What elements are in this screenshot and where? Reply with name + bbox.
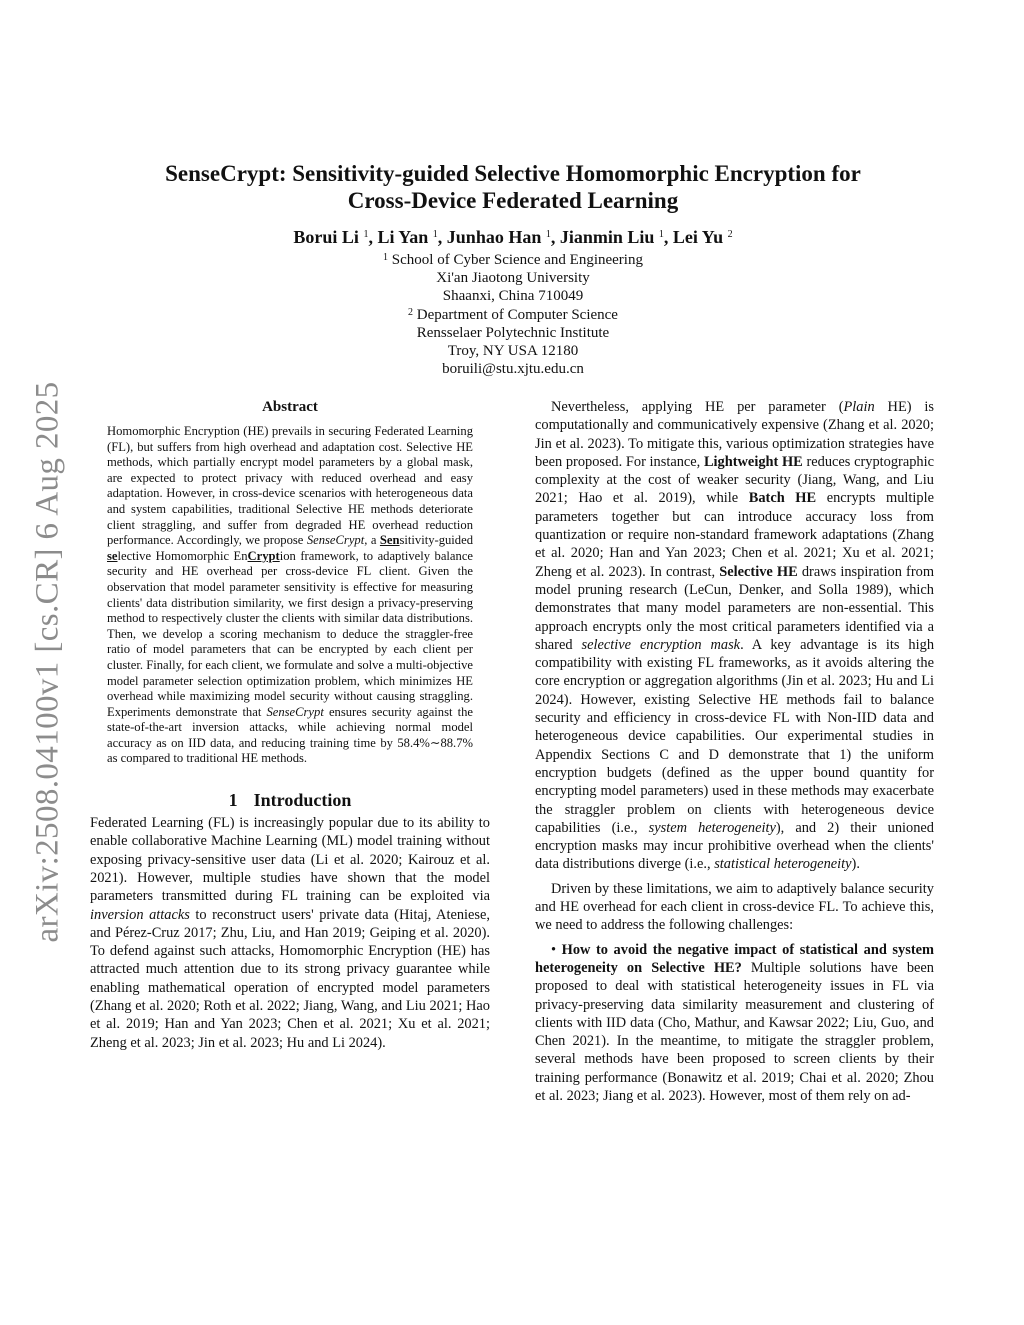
method-term: Selective HE: [719, 563, 798, 580]
abstract-heading: Abstract: [262, 399, 318, 415]
affiliations: [90, 251, 936, 378]
right-column: [535, 398, 934, 1105]
emphasis-term: selective encryption mask: [581, 636, 741, 653]
affiliation-1-line-1: [90, 251, 936, 269]
body-text: ), and 2) their unioned encryption masks may incur prohibitive overhead when the clients' data distributions diverge (i.e.,: [535, 819, 935, 873]
abstract-text: ion framework, to adaptively balance security and HE overhead per cross-device FL client. Given the observation that model parameter sensitivity is effective for measuring clients' data distribution similarity, we first design a privacy-preserving method to respectively cluster the clients with similar data distributions. Then, we develop a scoring mechanism to deduce the straggler-free ratio of model parameters that can be encrypted by each client per cluster. Finally, for each client, we formulate and solve a multi-objective model parameter selection optimization problem, which minimizes HE overhead while maximizing model security without causing straggling. Experiments demonstrate that: [107, 548, 473, 719]
body-text: Multiple solutions have been proposed to deal with statistical heterogeneity issues in FL via privacy-preserving data similarity measurement and clustering of clients with IID data (Cho, Mathur, and Kawsar 2022; Liu, Guo, and Chen 2021). In the meantime, to mitigate the straggler problem, several methods have been proposed to screen clients by their training performance (Bonawitz et al. 2019; Chai et al. 2020; Zhou et al. 2023; Jiang et al. 2023). However, most of them rely on ad-: [535, 959, 934, 1104]
affiliation-2-line-1: [90, 306, 936, 324]
section-title: Introduction: [253, 790, 352, 811]
body-text: . A key advantage is its high compatibility with existing FL frameworks, as it avoids altering the core encryption or aggregation algorithms (Jin et al. 2023; Hu and Li 2024). However, existing Selective HE methods fail to balance security and efficiency in cross-device FL with Non-IID data and heterogeneous device capabilities. Our experimental studies in Appendix Sections C and D demonstrate that 1) the uniform encryption budgets (defined as the upper bound quantity for encrypting model parameters) used in these methods may exacerbate the straggler problem on clients with heterogeneous device capabilities (i.e.,: [535, 636, 935, 836]
paper-title-line-2: Cross-Device Federated Learning: [347, 188, 679, 213]
body-text: reduces cryptographic complexity at the cost of weaker security (Jiang, Wang, and Liu 2021; Hao et al. 2019), while: [535, 453, 934, 507]
affiliation-2-line-3: Troy, NY USA 12180: [447, 343, 579, 360]
emphasis-term: statistical heterogeneity: [714, 856, 852, 873]
affiliation-2-line-2: Rensselaer Polytechnic Institute: [416, 324, 610, 341]
author-affiliation-mark: 1: [363, 229, 369, 240]
emphasis-term: system heterogeneity: [648, 819, 776, 836]
left-column: [90, 398, 490, 1052]
acronym-highlight: Sen: [379, 533, 400, 548]
method-term: Batch HE: [748, 490, 817, 507]
body-text: HE) is computationally and communicatively expensive (Zhang et al. 2020; Jin et al. 2023). To mitigate this, various optimization strategies have been proposed. For instance,: [535, 399, 934, 470]
author-affiliation-mark: 1: [545, 229, 551, 240]
author-name: Junhao Han: [446, 227, 542, 247]
framework-name: SenseCrypt: [266, 704, 324, 719]
author-affiliation-mark: 2: [727, 229, 733, 240]
abstract-text: ensures security against the state-of-the-art inversion attacks, while achieving normal model accuracy as on IID data, and reducing training time by 58.4%∼88.7% as compared to traditional HE methods.: [107, 704, 473, 766]
challenge-question: How to avoid the negative impact of statistical and system heterogeneity on Selective HE?: [535, 941, 934, 976]
section-heading-introduction: [90, 789, 490, 811]
challenge-bullet-1: [535, 941, 934, 1106]
abstract-text: Homomorphic Encryption (HE) prevails in securing Federated Learning (FL), but suffers from high overhead and adaptation cost. Selective HE methods, which partially encrypt model parameters by a global mask, are expected to protect privacy with reduced overhead and easy adaptation. However, in cross-device scenarios with heterogeneous data and system capabilities, traditional Selective HE methods deteriorate client straggling, and suffer from degraded HE overhead reduction performance. Accordingly, we propose: [107, 424, 473, 548]
affiliation-text: School of Cyber Science and Engineering: [391, 252, 643, 268]
abstract-body: [107, 424, 473, 767]
intro-paragraph-2: [535, 398, 934, 874]
emphasis-term: Plain: [843, 399, 875, 415]
acronym-highlight: se: [107, 548, 118, 563]
body-text: draws inspiration from model pruning research (LeCun, Denker, and Solla 1989), which demonstrates that many model parameters are non-essential. This approach encrypts only the most critical parameters identified via a shared: [535, 563, 935, 653]
abstract-text: sitivity-guided: [399, 533, 473, 548]
intro-paragraph-3: Driven by these limitations, we aim to adaptively balance security and HE overhead for each client in cross-device FL. To achieve this, we need to address the following challenges:: [535, 880, 934, 934]
contact-email[interactable]: boruili@stu.xjtu.edu.cn: [442, 361, 584, 378]
bullet-marker: •: [551, 941, 557, 958]
author-name: Lei Yu: [672, 227, 724, 247]
author-name: Jianmin Liu: [559, 227, 655, 247]
acronym-highlight: Crypt: [247, 548, 280, 563]
body-text: ).: [851, 856, 860, 873]
paper-title: [90, 160, 936, 214]
arxiv-identifier-stamp: arXiv:2508.04100v1 [cs.CR] 6 Aug 2025: [29, 381, 66, 943]
framework-name: SenseCrypt: [306, 533, 365, 548]
author-name: Borui Li: [293, 227, 359, 247]
abstract-text: lective Homomorphic En: [117, 548, 248, 563]
affiliation-mark: 1: [383, 252, 389, 263]
paper-title-line-1: SenseCrypt: Sensitivity-guided Selective Homomorphic Encryption for: [165, 161, 861, 186]
body-text: Nevertheless, applying HE per parameter (: [551, 399, 844, 415]
abstract-text: , a: [364, 533, 380, 548]
author-affiliation-mark: 1: [658, 229, 664, 240]
author-list: Borui Li $^1$, Li Yan $^1$, Junhao Han $^1$, Jianmin Liu $^1$, Lei Yu $^2$: [293, 227, 733, 247]
emphasis-term: inversion attacks: [90, 906, 190, 923]
method-term: Lightweight HE: [703, 453, 803, 470]
body-text: Federated Learning (FL) is increasingly popular due to its ability to enable collaborative Machine Learning (ML) model training without exposing privacy-sensitive user data (Li et al. 2020; Kairouz et al. 2021). However, multiple studies have shown that the model parameters transmitted during FL training can be exploited via: [90, 815, 490, 905]
author-name: Li Yan: [377, 227, 429, 247]
body-text: to reconstruct users' private data (Hitaj, Ateniese, and Pérez-Cruz 2017; Zhu, Liu, and Han 2019; Geiping et al. 2020). To defend against such attacks, Homomorphic Encryption (HE) has attracted much attention due to its strong privacy guarantee while enabling mathematical operation of encrypted model parameters (Zhang et al. 2020; Roth et al. 2022; Jiang, Wang, and Liu 2021; Hao et al. 2019; Han and Yan 2023; Chen et al. 2021; Xu et al. 2021; Zheng et al. 2023; Jin et al. 2023; Hu and Li 2024).: [90, 906, 490, 1051]
affiliation-text: Department of Computer Science: [416, 306, 618, 323]
intro-paragraph-1: [90, 814, 490, 1052]
affiliation-mark: 2: [408, 306, 414, 318]
affiliation-1-line-2: Xi'an Jiaotong University: [436, 270, 590, 287]
body-text: encrypts multiple parameters together but can introduce accuracy loss from quantization or require non-standard framework adaptations (Zhang et al. 2020; Han and Yan 2023; Chen et al. 2021; Xu et al. 2021; Zheng et al. 2023). In contrast,: [535, 490, 934, 580]
author-affiliation-mark: 1: [432, 229, 438, 240]
affiliation-1-line-3: Shaanxi, China 710049: [442, 288, 584, 305]
section-number: 1: [228, 790, 238, 811]
